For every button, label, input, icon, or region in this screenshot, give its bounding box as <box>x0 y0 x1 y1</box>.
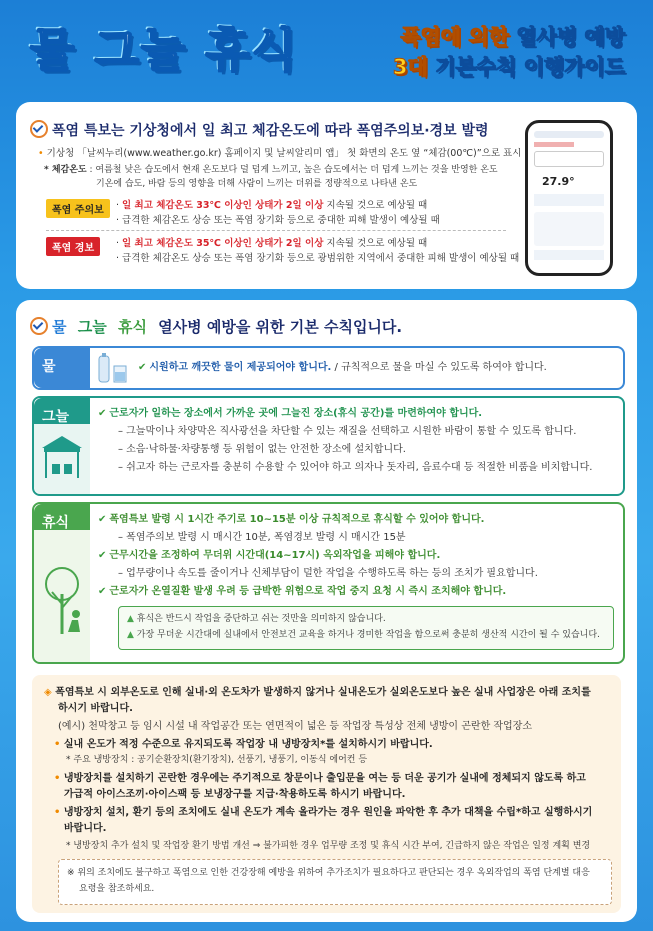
note-bullet-3-text: 냉방장치 설치, 환기 등의 조치에도 실내 온도가 계속 올라가는 경우 원인을 파악한 후 추가 대책을 수립*하고 실행하시기 <box>63 807 593 818</box>
note-footer-text-2: 요령을 참조하세요. <box>79 884 155 894</box>
shade-lead: ✔ 근로자가 일하는 장소에서 가까운 곳에 그늘진 장소(휴식 공간)를 마련하여야 합니다. <box>98 408 483 419</box>
heat-advisory-card <box>16 102 637 289</box>
weather-source-note: • 기상청 「날씨누리(www.weather.go.kr) 홈페이지 및 날씨알리미 앱」 첫 화면의 온도 옆 “체감(00℃)”으로 표시 <box>38 148 522 159</box>
note-bullet-3: • 냉방장치 설치, 환기 등의 조치에도 실내 온도가 계속 올라가는 경우 원인을 파악한 후 추가 대책을 수립*하고 실행하시기 <box>54 807 593 818</box>
weather-source-text: 기상청 「날씨누리(www.weather.go.kr) 홈페이지 및 날씨알리미 앱」 첫 화면의 온도 옆 “체감(00℃)”으로 표시 <box>46 148 522 159</box>
note-footer-text: ※ 위의 조치에도 불구하고 폭염으로 인한 건강장해 예방을 위하여 추가조치가 필요하다고 판단되는 경우 옥외작업의 폭염 단계별 대응 <box>67 868 590 878</box>
rest-label: 휴식 <box>42 515 70 531</box>
advisory-heading-text: 폭염 특보는 기상청에서 일 최고 체감온도에 따라 폭염주의보·경보 발령 <box>52 123 489 139</box>
subtitle-part: 3대 <box>392 55 428 79</box>
water-section <box>32 346 625 390</box>
note-bullet-1: • 실내 온도가 적정 수준으로 유지되도록 작업장 내 냉방장치*를 설치하시기 바랍니다. <box>54 739 433 750</box>
advisory-criteria: · 일 최고 체감온도 33℃ 이상인 상태가 2일 이상 지속될 것으로 예상될 때 · 급격한 체감온도 상승 또는 폭염 장기화 등으로 중대한 피해 발생이 예상될 때 <box>116 200 440 226</box>
advisory-heading <box>30 120 489 140</box>
rest-lead-3-text: 근로자가 온열질환 발생 우려 등 급박한 위험으로 작업 중지 요청 시 즉시 조치해야 합니다. <box>109 586 507 597</box>
note-bullet-1-text: 실내 온도가 적정 수준으로 유지되도록 작업장 내 냉방장치*를 설치하시기 바랍니다. <box>63 739 433 750</box>
divider <box>46 230 506 231</box>
advisory-criteria-2: · 급격한 체감온도 상승 또는 폭염 장기화 등으로 중대한 피해 발생이 예상될 때 <box>116 215 440 226</box>
check-icon <box>30 120 48 138</box>
shade-section <box>32 396 625 496</box>
advisory-row <box>46 198 110 218</box>
warning-criteria-2: · 급격한 체감온도 상승 또는 폭염 장기화 등으로 광범위한 지역에서 중대한 피해 발생이 예상될 때 <box>116 253 520 264</box>
note-intro: ◈ 폭염특보 시 외부온도로 인해 실내·외 온도차가 발생하지 않거나 실내온도가 실외온도보다 높은 실내 사업장은 아래 조치를 <box>44 687 591 698</box>
heading-word: 그늘 <box>77 318 107 336</box>
note-intro-text: 폭염특보 시 외부온도로 인해 실내·외 온도차가 발생하지 않거나 실내온도가 실외온도보다 높은 실내 사업장은 아래 조치를 <box>55 687 591 698</box>
shade-label: 그늘 <box>42 409 70 425</box>
shade-tent-icon <box>40 434 84 482</box>
definition-text-2: 기온에 습도, 바람 등의 영향을 더해 사람이 느끼는 더위를 정량적으로 나타낸 온도 <box>96 179 418 189</box>
guidelines-card <box>16 300 637 922</box>
water-text: ✔ 시원하고 깨끗한 물이 제공되어야 합니다. / 규칙적으로 물을 마실 수 있도록 하여야 합니다. <box>138 362 547 373</box>
note-bullet-2-text: 냉방장치를 설치하기 곤란한 경우에는 주기적으로 창문이나 출입문을 여는 등 더운 공기가 실내에 정체되지 않도록 하고 <box>63 773 586 784</box>
rest-item-2: – 업무량이나 속도를 줄이거나 신체부담이 덜한 작업을 수행하도록 하는 등의 조치가 필요합니다. <box>118 568 538 579</box>
note-example: (예시) 천막창고 등 임시 시설 내 작업공간 또는 연면적이 넓은 등 작업장 특성상 전체 냉방이 곤란한 작업장소 <box>58 721 533 732</box>
shade-lead-text: 근로자가 일하는 장소에서 가까운 곳에 그늘진 장소(휴식 공간)를 마련하여야 합니다. <box>109 408 483 419</box>
subtitle-part: 폭염에 의한 <box>400 25 509 49</box>
rest-tip-2: 가장 무더운 시간대에 실내에서 안전보건 교육을 하거나 경미한 작업을 함으로써 충분히 생산적 시간이 될 수 있습니다. <box>136 630 600 640</box>
definition-text: : 여름철 낮은 습도에서 현재 온도보다 덜 덥게 느끼고, 높은 습도에서는 더 덥게 느끼는 것을 반영한 온도 <box>89 165 498 175</box>
indoor-workplace-note <box>32 675 621 913</box>
note-bullet-2-text-2: 가급적 아이스조끼·아이스팩 등 보냉장구를 지급·착용하도록 하시기 바랍니다. <box>64 789 406 800</box>
note-bullet-1-footnote: * 주요 냉방장치 : 공기순환장치(환기장치), 선풍기, 냉풍기, 이동식 에어컨 등 <box>66 755 368 765</box>
guidelines-heading <box>30 316 402 337</box>
rest-lead-2-text: 근무시간을 조정하여 무더위 시간대(14~17시) 옥외작업을 피해야 합니다. <box>109 550 441 561</box>
rest-tip: ▲ 가장 무더운 시간대에 실내에서 안전보건 교육을 하거나 경미한 작업을 함으로써 충분히 생산적 시간이 될 수 있습니다. <box>127 630 600 640</box>
tree-rest-icon <box>38 564 88 638</box>
advisory-criteria-red: 일 최고 체감온도 33℃ 이상인 상태가 2일 이상 <box>122 200 324 211</box>
water-label <box>34 348 90 388</box>
warning-row <box>46 236 100 256</box>
water-lead: 시원하고 깨끗한 물이 제공되어야 합니다. <box>149 362 332 373</box>
water-label-text: 물 <box>42 359 56 375</box>
definition-label: * 체감온도 <box>44 165 87 175</box>
rest-section <box>32 502 625 664</box>
warning-tag: 폭염 경보 <box>46 237 100 256</box>
heading-word: 휴식 <box>117 318 147 336</box>
note-bullet-3-footnote: * 냉방장치 추가 설치 및 작업장 환기 방법 개선 ⇒ 불가피한 경우 업무량 조정 및 휴식 시간 부여, 긴급하지 않은 작업은 일정 계획 변경 <box>66 841 591 851</box>
subtitle-part: 기본수칙 이행가이드 <box>435 55 625 79</box>
advisory-tag: 폭염 주의보 <box>46 199 110 218</box>
shade-label-area <box>34 398 90 494</box>
warning-criteria-red: 일 최고 체감온도 35℃ 이상인 상태가 2일 이상 <box>122 238 324 249</box>
check-icon <box>30 317 48 335</box>
rest-tip-1: 휴식은 반드시 작업을 중단하고 쉬는 것만을 의미하지 않습니다. <box>136 614 386 624</box>
subtitle-part: 열사병 예방 <box>516 25 625 49</box>
rest-lead-3: ✔ 근로자가 온열질환 발생 우려 등 급박한 위험으로 작업 중지 요청 시 즉시 조치해야 합니다. <box>98 586 507 597</box>
shade-item: – 그늘막이나 차양막은 직사광선을 차단할 수 있는 재질을 선택하고 시원한 바람이 통할 수 있도록 합니다. <box>118 426 577 437</box>
main-title: 물 그늘 휴식 <box>30 23 299 77</box>
rest-label-area <box>34 504 90 662</box>
rest-item-1: – 폭염주의보 발령 시 매시간 10분, 폭염경보 발령 시 매시간 15분 <box>118 532 406 543</box>
water-bottle-icon <box>96 352 130 384</box>
phone-screenshot <box>525 120 613 276</box>
advisory-criteria-rest: 지속될 것으로 예상될 때 <box>323 200 428 211</box>
rest-lead-1-text: 폭염특보 발령 시 1시간 주기로 10~15분 이상 규칙적으로 휴식할 수 있어야 합니다. <box>109 514 485 525</box>
water-rest: / 규칙적으로 물을 마실 수 있도록 하여야 합니다. <box>331 362 547 373</box>
rest-lead-2: ✔ 근무시간을 조정하여 무더위 시간대(14~17시) 옥외작업을 피해야 합니다. <box>98 550 441 561</box>
phone-temp: 27.9° <box>542 175 575 188</box>
subtitle <box>393 22 625 82</box>
note-bullet-3-text-2: 바랍니다. <box>64 823 107 834</box>
warning-criteria-rest: 지속될 것으로 예상될 때 <box>323 238 428 249</box>
rest-lead-1: ✔ 폭염특보 발령 시 1시간 주기로 10~15분 이상 규칙적으로 휴식할 수 있어야 합니다. <box>98 514 485 525</box>
shade-item: – 소음·낙하물·차량통행 등 위험이 없는 안전한 장소에 설치합니다. <box>118 444 406 455</box>
note-bullet-2: • 냉방장치를 설치하기 곤란한 경우에는 주기적으로 창문이나 출입문을 여는 등 더운 공기가 실내에 정체되지 않도록 하고 <box>54 773 586 784</box>
shade-item: – 쉬고자 하는 근로자를 충분히 수용할 수 있어야 하고 의자나 돗자리, 음료수대 등 적절한 비품을 비치합니다. <box>118 462 593 473</box>
warning-criteria: · 일 최고 체감온도 35℃ 이상인 상태가 2일 이상 지속될 것으로 예상될 때 · 급격한 체감온도 상승 또는 폭염 장기화 등으로 광범위한 지역에서 중대한 피해 발생이 예상될 때 <box>116 238 520 264</box>
note-footer-box <box>58 859 612 905</box>
rest-tips-box <box>118 606 614 650</box>
note-intro-text-2: 하시기 바랍니다. <box>58 703 133 714</box>
rest-tip: ▲ 휴식은 반드시 작업을 중단하고 쉬는 것만을 의미하지 않습니다. <box>127 614 386 624</box>
header <box>0 0 653 100</box>
heading-word: 물 <box>52 318 67 336</box>
feel-temp-definition <box>44 163 524 191</box>
heading-rest: 열사병 예방을 위한 기본 수칙입니다. <box>158 318 403 336</box>
